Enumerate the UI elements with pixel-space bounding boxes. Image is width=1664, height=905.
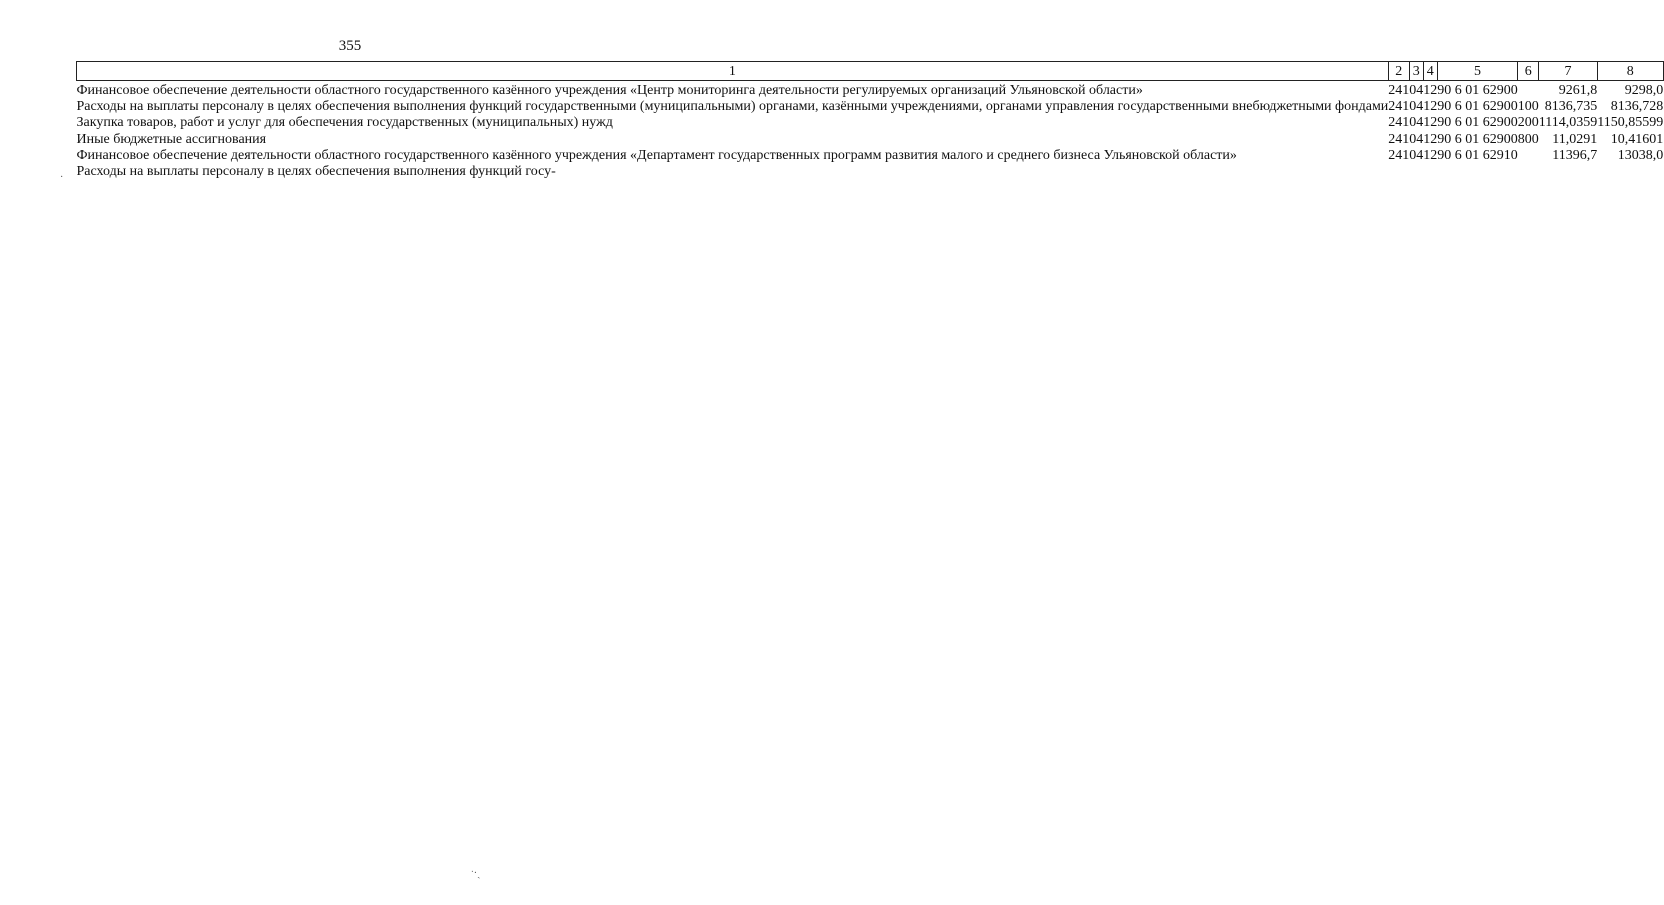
row-code-5: 90 6 01 62900	[1437, 99, 1518, 115]
row-code-4: 12	[1423, 147, 1438, 163]
row-code-6: 200	[1517, 115, 1539, 131]
row-code-3: 04	[1409, 131, 1424, 147]
row-code-4: 12	[1423, 83, 1438, 98]
row-amount-7: 11396,7	[1552, 147, 1598, 163]
row-code-4	[1423, 164, 1437, 180]
column-header: 2	[1388, 62, 1409, 81]
row-code-6	[1518, 81, 1539, 100]
row-amount-7: 9261,8	[1558, 83, 1598, 98]
row-code-2: 241	[1388, 115, 1410, 131]
row-name: Финансовое обеспечение деятельности областного государственного казённого учреждения «Департамент государственных программ развития малого и среднего бизнеса Ульяновской области»	[76, 147, 1237, 163]
column-header: 6	[1518, 62, 1539, 81]
row-code-2: 241	[1388, 99, 1410, 115]
row-code-4: 12	[1423, 115, 1438, 131]
row-code-6: 800	[1517, 131, 1539, 147]
table-row	[77, 99, 1664, 115]
column-header: 5	[1437, 62, 1518, 81]
row-amount-7	[1539, 164, 1597, 180]
column-number-row	[77, 62, 1664, 81]
row-code-6	[1518, 164, 1539, 180]
row-code-5: 90 6 01 62900	[1437, 131, 1518, 147]
row-amount-7: 8136,735	[1544, 99, 1598, 115]
row-name: Закупка товаров, работ и услуг для обеспечения государственных (муниципальных) нужд	[76, 115, 613, 131]
row-amount-8: 8136,728	[1610, 99, 1664, 115]
table-row	[77, 115, 1664, 131]
row-amount-8: 13038,0	[1617, 147, 1664, 163]
row-name: Расходы на выплаты персоналу в целях обеспечения выполнения функций государственными (муниципальными) органами, казёнными учреждениями, органами управления государственными внебюджетными фондами	[76, 99, 1389, 115]
page-number: 355	[338, 38, 362, 54]
column-header: 8	[1597, 62, 1663, 81]
row-amount-7: 1114,0359	[1538, 115, 1598, 131]
column-header: 4	[1423, 62, 1437, 81]
row-amount-8: 9298,0	[1624, 83, 1664, 98]
row-code-5: 90 6 01 62910	[1437, 147, 1518, 163]
row-code-3: 04	[1409, 147, 1424, 163]
row-code-2	[1388, 164, 1409, 180]
row-name: Расходы на выплаты персоналу в целях обеспечения выполнения функций госу-	[76, 164, 556, 180]
row-code-3: 04	[1409, 83, 1424, 98]
table-row	[77, 132, 1664, 148]
row-code-3: 04	[1409, 99, 1424, 115]
table-row	[77, 164, 1664, 180]
row-code-4: 12	[1423, 99, 1438, 115]
row-amount-8	[1597, 164, 1663, 180]
budget-table	[76, 61, 1664, 180]
table-row	[77, 81, 1664, 100]
column-header: 7	[1539, 62, 1597, 81]
row-code-6	[1518, 148, 1539, 164]
row-code-6: 100	[1517, 99, 1539, 115]
scan-speck: ˑ·ˎ	[471, 868, 481, 879]
column-header: 1	[77, 62, 1389, 81]
row-code-5: 90 6 01 62900	[1437, 83, 1518, 98]
row-amount-8: 1150,85599	[1597, 115, 1664, 131]
column-header: 3	[1409, 62, 1423, 81]
row-amount-8: 10,41601	[1610, 131, 1664, 147]
scan-speck: ·	[60, 172, 64, 183]
row-amount-7: 11,0291	[1552, 131, 1598, 147]
row-name: Иные бюджетные ассигнования	[76, 131, 267, 147]
row-code-2: 241	[1388, 83, 1410, 98]
row-code-4: 12	[1423, 131, 1438, 147]
row-code-3: 04	[1409, 115, 1424, 131]
row-code-2: 241	[1388, 147, 1410, 163]
row-code-2: 241	[1388, 131, 1410, 147]
row-code-3	[1409, 164, 1423, 180]
row-code-5	[1437, 164, 1518, 180]
row-name: Финансовое обеспечение деятельности областного государственного казённого учреждения «Центр мониторинга деятельности регулируемых организаций Ульяновской области»	[76, 83, 1143, 98]
table-row	[77, 148, 1664, 164]
row-code-5: 90 6 01 62900	[1437, 115, 1518, 131]
